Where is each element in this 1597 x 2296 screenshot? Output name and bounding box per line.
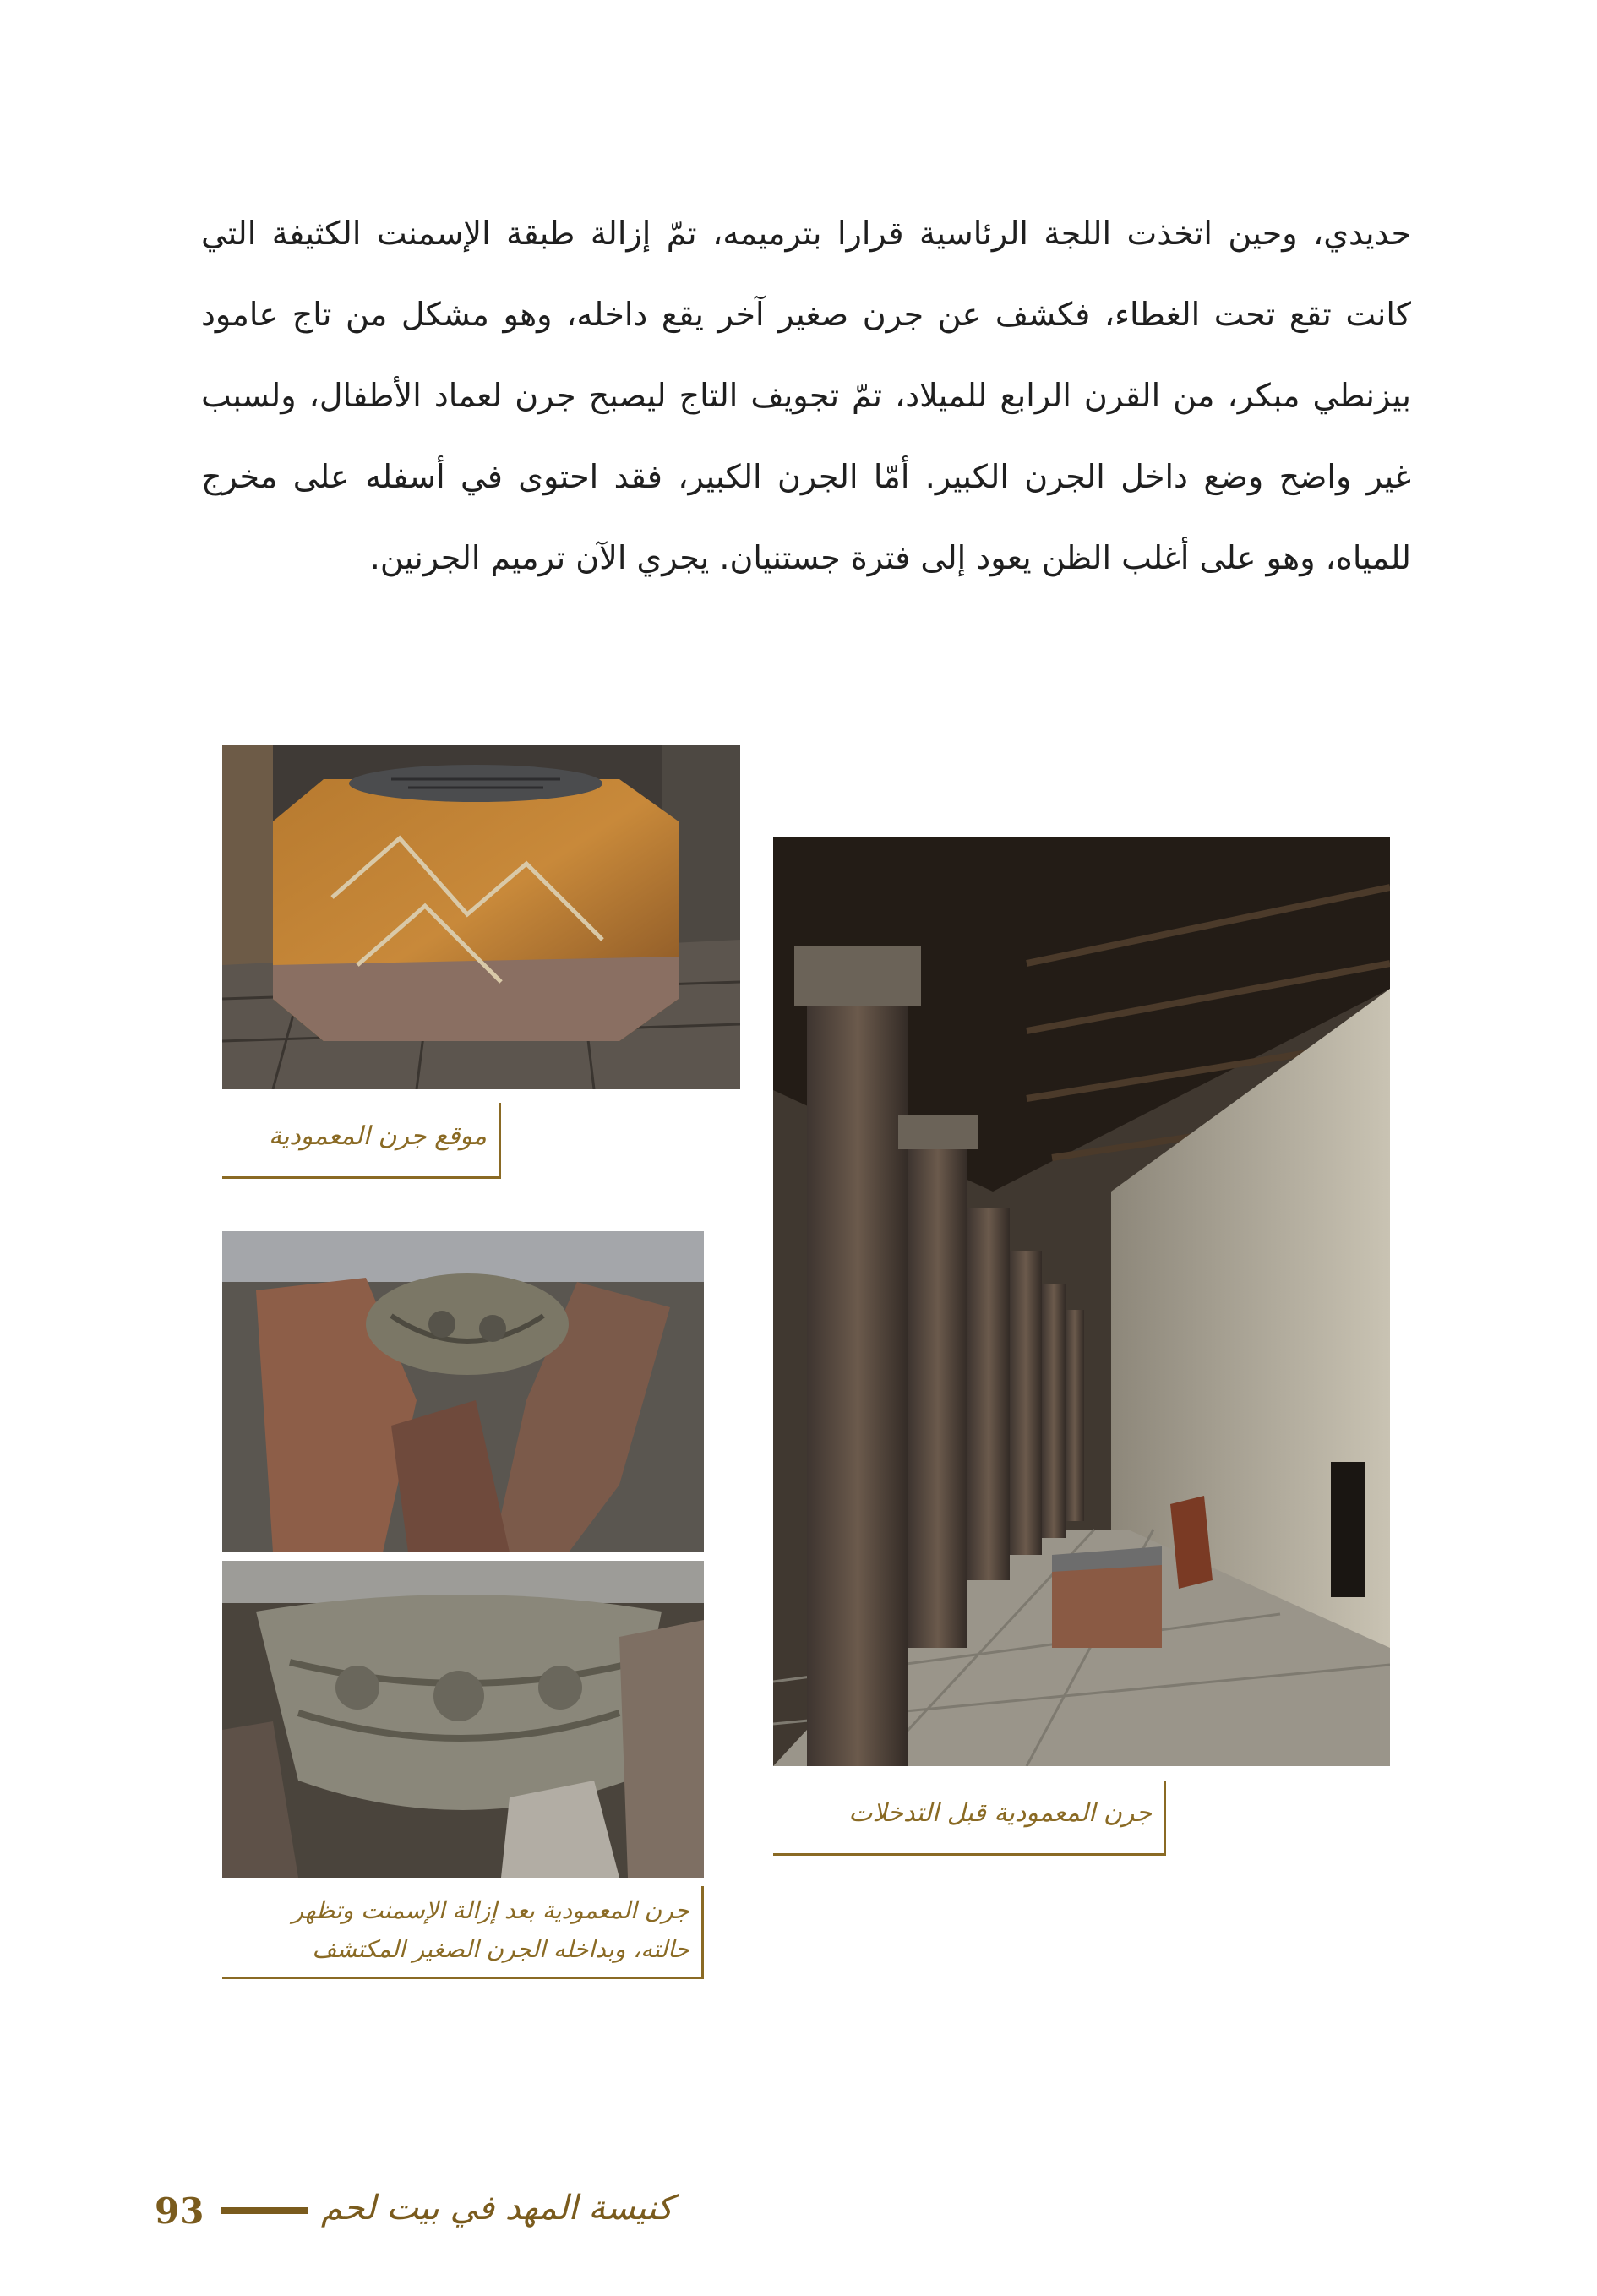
caption-font-before: جرن المعمودية قبل التدخلات	[773, 1781, 1166, 1856]
footer-rule	[221, 2207, 308, 2214]
photo-font-after	[222, 1561, 704, 1878]
page-number: 93	[155, 2190, 204, 2232]
photo-font-before	[773, 837, 1390, 1766]
caption-font-after-line2: حالته، وبداخله الجرن الصغير المكتشف	[312, 1935, 689, 1963]
photo-font-broken	[222, 1231, 704, 1552]
caption-font-location: موقع جرن المعمودية	[222, 1103, 501, 1179]
running-title: كنيسة المهد في بيت لحم	[321, 2189, 673, 2228]
body-paragraph: حديدي، وحين اتخذت اللجة الرئاسية قرارا بترميمه، تمّ إزالة طبقة الإسمنت الكثيفة التي كانت تقع تحت الغطاء، فكشف عن جرن صغير آخر يقع داخله، وهو مشكل من تاج عامود بيزنطي مبكر، من القرن الرابع للميلاد، تمّ تجويف التاج ليصبح جرن لعماد الأطفال، ولسبب غير واضح وضع داخل الجرن الكبير. أمّا الجرن الكبير، فقد احتوى في أسفله على مخرج للمياه، وهو على أغلب الظن يعود إلى فترة جستنيان. يجري الآن ترميم الجرنين.	[201, 215, 1411, 576]
caption-font-after	[222, 1886, 704, 1979]
caption-font-after-line1: جرن المعمودية بعد إزالة الإسمنت وتظهر	[292, 1896, 689, 1924]
photo-font-location	[222, 745, 740, 1089]
